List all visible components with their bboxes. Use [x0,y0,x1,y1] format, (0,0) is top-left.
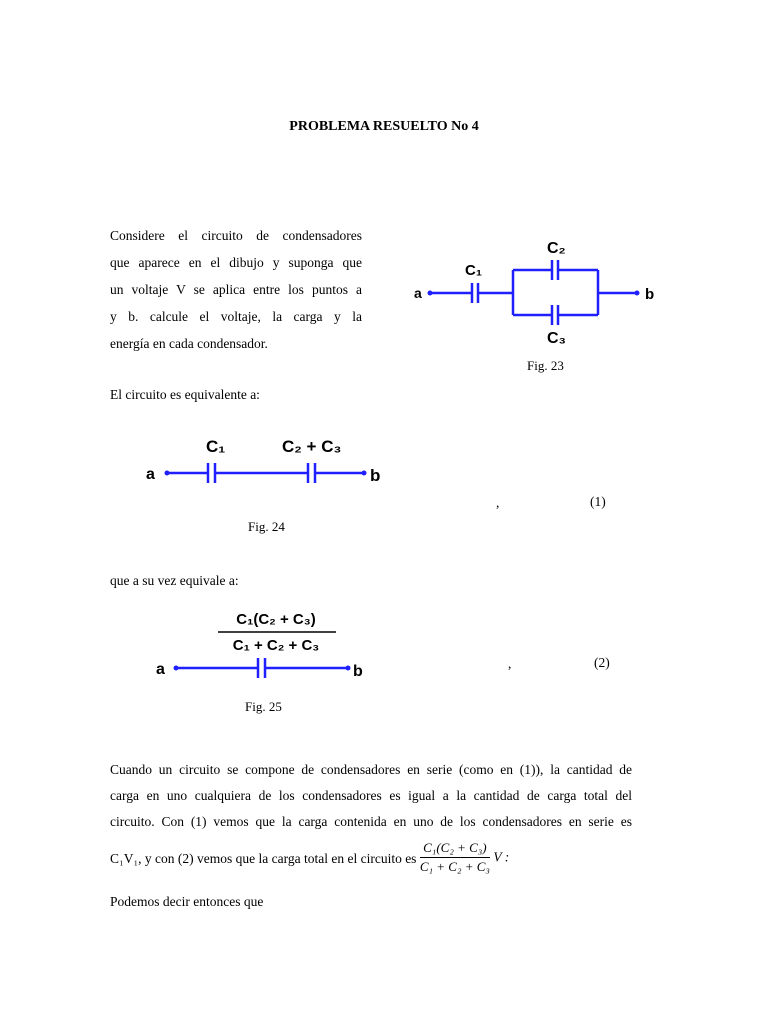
intro-line: y b. calcule el voltaje, la carga y la [110,309,362,324]
equivalent-text: El circuito es equivalente a: [110,387,260,402]
paragraph-line: carga en uno cualquiera de los condensadores es igual a la cantidad de carga total del [110,788,632,803]
closing-text: Podemos decir entonces que [110,894,264,909]
fig25-fraction-numerator: C₁(C₂ + C₃) [236,611,316,628]
fig23-circuit-diagram [405,235,665,350]
fig24-label-b: b [370,466,381,485]
fig24-circuit-diagram [140,425,400,495]
total-charge-numerator: C₁(C₂ + C₃) [420,840,490,858]
fig24-caption: Fig. 24 [248,519,285,534]
total-charge-denominator: C₁ + C₂ + C₃ [419,859,490,874]
fig23-caption: Fig. 23 [527,358,564,373]
total-charge-fraction [420,840,490,875]
paragraph-line: Cuando un circuito se compone de condensadores en serie (como en (1)), la cantidad de [110,762,632,777]
voltage-symbol: V : [493,849,510,865]
fig23-label-c3: C₃ [547,330,566,347]
fig25-label-a: a [156,661,165,678]
intro-line: Considere el circuito de condensadores [110,228,362,243]
fig23-label-c2: C₂ [547,240,566,257]
fig23-label-c1: C₁ [465,262,483,279]
page-title: PROBLEMA RESUELTO No 4 [289,119,479,134]
fig25-circuit-diagram [140,605,400,685]
eq2-number: (2) [594,655,610,670]
eq2-comma: , [508,656,512,671]
intro-line: que aparece en el dibujo y suponga que [110,255,362,270]
fig25-fraction-denominator: C₁ + C₂ + C₃ [232,637,320,654]
intro-paragraph [110,222,362,357]
eq1-number: (1) [590,494,606,509]
fig25-caption: Fig. 25 [245,699,282,714]
charge-line-text: C₁V₁, y con (2) vemos que la carga total en el circuito es [110,850,417,866]
equivalent-again-text: que a su vez equivale a: [110,573,239,588]
paragraph-line: circuito. Con (1) vemos que la carga contenida en uno de los condensadores en serie es [110,814,632,829]
fig24-label-c1: C₁ [206,437,226,456]
intro-line: un voltaje V se aplica entre los puntos a [110,282,362,297]
fig23-label-b: b [645,286,655,303]
series-explanation-paragraph [110,757,632,835]
fig23-label-a: a [414,285,422,301]
intro-line: energía en cada condensador. [110,336,268,351]
fig25-label-b: b [353,663,363,680]
fig24-label-c23: C₂ + C₃ [282,437,342,456]
charge-line [110,840,670,886]
fig24-label-a: a [146,466,155,483]
eq1-comma: , [496,495,500,510]
